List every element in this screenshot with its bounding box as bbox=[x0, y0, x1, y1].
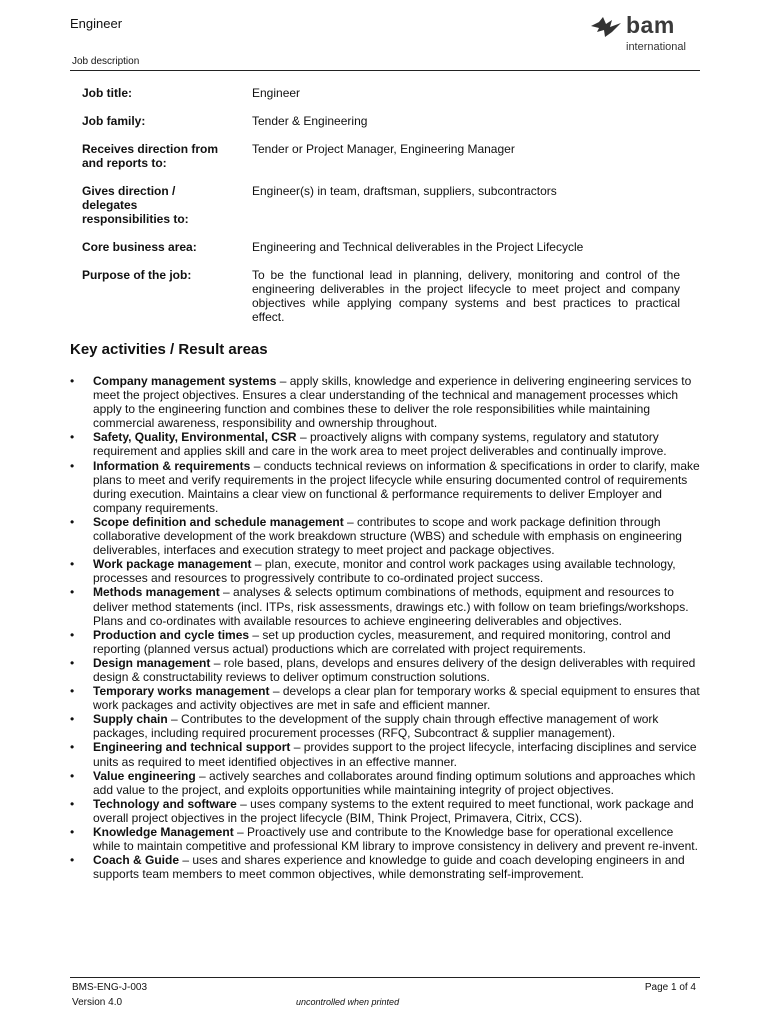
activity-text: – uses company systems to the extent required to meet functional, work package and overall project objectives in the project lifecycle (BIM, Think Project, Primavera, Citrix, CCS). bbox=[93, 796, 694, 825]
activity-text: – proactively aligns with company systems, regulatory and statutory requirement and applies skill and care in the work area to meet project deliverables and continually improve. bbox=[93, 430, 667, 459]
activity-title: Temporary works management bbox=[93, 684, 270, 699]
activity-title: Company management systems bbox=[93, 374, 277, 388]
bullet-icon: • bbox=[70, 627, 75, 642]
job-row-core-area bbox=[82, 240, 692, 268]
bullet-icon: • bbox=[70, 458, 75, 473]
activity-item bbox=[70, 430, 700, 458]
job-row-delegates bbox=[82, 184, 692, 240]
section-heading: Key activities / Result areas bbox=[70, 341, 268, 358]
job-info-table bbox=[82, 86, 692, 324]
page-number: Page 1 of 4 bbox=[644, 982, 696, 993]
activity-text: – Contributes to the development of the supply chain through effective management of work packages, including required procurement processes (RFQ, Subcontract & supplier management). bbox=[93, 712, 659, 741]
activity-item bbox=[70, 459, 700, 515]
activity-item bbox=[70, 628, 700, 656]
activity-item bbox=[70, 684, 700, 712]
bullet-icon: • bbox=[70, 585, 75, 600]
document-version: Version 4.0 bbox=[72, 997, 123, 1008]
activity-title: Scope definition and schedule management bbox=[93, 514, 344, 529]
activity-text: – apply skills, knowledge and experience in delivering engineering services to meet the project objectives. Ensures a clear understanding of the technical and management processes which apply to the engineering function and combines these to deliver the role responsibilities while maintaining commercial awareness, responsibility and ownership throughout. bbox=[93, 374, 692, 431]
print-note: uncontrolled when printed bbox=[296, 997, 400, 1007]
job-row-purpose bbox=[82, 268, 692, 324]
job-value: Tender & Engineering bbox=[252, 114, 368, 128]
logo-wordmark: bam bbox=[626, 12, 675, 38]
bullet-icon: • bbox=[70, 796, 75, 811]
activity-title: Knowledge Management bbox=[93, 825, 234, 839]
activity-title: Work package management bbox=[93, 557, 252, 572]
activity-text: – set up production cycles, measurement, and required monitoring, control and reporting (planned versus actual) productions which are correlated with project requirements. bbox=[93, 627, 671, 656]
activity-text: – conducts technical reviews on information & specifications in order to clarify, make plans to meet and verify requirements in the project lifecycle while ensuring documented control of requirements during execution. Maintains a clear view on functional & performance requirements to deliver Employer and company requirements. bbox=[93, 458, 700, 515]
bullet-icon: • bbox=[70, 557, 75, 572]
job-label: Purpose of the job: bbox=[82, 268, 192, 282]
activity-title: Information & requirements bbox=[93, 458, 251, 473]
job-row-family bbox=[82, 114, 692, 142]
activity-title: Value engineering bbox=[93, 768, 196, 783]
job-value: Engineering and Technical deliverables in the Project Lifecycle bbox=[252, 240, 584, 254]
activity-title: Technology and software bbox=[93, 796, 237, 811]
bullet-icon: • bbox=[70, 853, 75, 868]
activity-item bbox=[70, 656, 700, 684]
bullet-icon: • bbox=[70, 684, 75, 699]
activity-item bbox=[70, 740, 700, 768]
activity-item bbox=[70, 585, 700, 627]
document-title: Engineer bbox=[70, 16, 123, 31]
bullet-icon: • bbox=[70, 430, 75, 445]
document-subtitle: Job description bbox=[72, 56, 140, 67]
activity-title: Coach & Guide bbox=[93, 853, 180, 868]
header-divider bbox=[70, 70, 700, 71]
bullet-icon: • bbox=[70, 825, 75, 839]
logo-tagline: international bbox=[626, 41, 686, 53]
activity-item bbox=[70, 769, 700, 797]
job-row-title bbox=[82, 86, 692, 114]
job-label: Job title: bbox=[82, 86, 132, 100]
job-value: Tender or Project Manager, Engineering Manager bbox=[252, 142, 515, 156]
activity-text: – uses and shares experience and knowledge to guide and coach developing engineers in and supports team members to meet common objectives, while demonstrating self-improvement. bbox=[93, 853, 685, 882]
activity-item bbox=[70, 557, 700, 585]
activity-text: – provides support to the project lifecycle, interfacing disciplines and service units as required to meet identified objectives in an effective manner. bbox=[93, 740, 697, 769]
job-label: Receives direction from and reports to: bbox=[82, 142, 219, 170]
bullet-icon: • bbox=[70, 374, 75, 388]
activity-title: Supply chain bbox=[93, 712, 168, 727]
activity-item bbox=[70, 515, 700, 557]
activities-list bbox=[70, 374, 700, 881]
job-label: Gives direction / delegates responsibilities to: bbox=[82, 184, 189, 226]
activity-item bbox=[70, 853, 700, 881]
activity-text: – actively searches and collaborates around finding optimum solutions and approaches which add value to the project, and exploits opportunities while maintaining integrity of project objectives. bbox=[93, 768, 696, 797]
activity-text: – develops a clear plan for temporary works & special equipment to ensures that work packages and activity objectives are met in safe and efficient manner. bbox=[93, 684, 700, 713]
activity-text: – role based, plans, develops and ensures delivery of the design deliverables with required design & constructability reviews to deliver optimum construction solutions. bbox=[93, 655, 696, 684]
bam-logo bbox=[590, 12, 702, 56]
activity-title: Engineering and technical support bbox=[93, 740, 291, 755]
activity-title: Safety, Quality, Environmental, CSR bbox=[93, 430, 297, 445]
bullet-icon: • bbox=[70, 655, 75, 670]
activity-text: – contributes to scope and work package definition through collaborative development of the work breakdown structure (WBS) and schedule with emphasis on engineering deliverables, interfaces and execution strategy to meet project and package objectives. bbox=[93, 514, 682, 558]
activity-title: Methods management bbox=[93, 585, 220, 600]
job-row-reports-to bbox=[82, 142, 692, 184]
bird-logo-icon bbox=[590, 16, 624, 38]
bullet-icon: • bbox=[70, 514, 75, 529]
bullet-icon: • bbox=[70, 740, 75, 755]
bullet-icon: • bbox=[70, 768, 75, 783]
activity-text: – Proactively use and contribute to the Knowledge base for operational excellence while to maintain competitive and professional KM library to improve consistency in delivery and prevent re-invent. bbox=[93, 825, 698, 854]
job-label: Job family: bbox=[82, 114, 146, 128]
activity-text: – analyses & selects optimum combinations of methods, equipment and resources to deliver method statements (incl. ITPs, risk assessments, drawings etc.) with follow on team briefings/workshops. Plans and co-ordinates with available resources to achieve engineering deliverables and objectives. bbox=[93, 585, 689, 628]
bullet-icon: • bbox=[70, 712, 75, 727]
activity-title: Design management bbox=[93, 655, 211, 670]
footer-divider bbox=[70, 977, 700, 978]
activity-item bbox=[70, 797, 700, 825]
job-value: Engineer(s) in team, draftsman, suppliers, subcontractors bbox=[252, 184, 557, 198]
activity-text: – plan, execute, monitor and control work packages using available technology, processes and resources to progressively contribute to co-ordinated project success. bbox=[93, 557, 676, 586]
job-value: To be the functional lead in planning, delivery, monitoring and control of the engineering deliverables in the project lifecycle to meet project and company objectives while applying company systems and best practices to practical effect. bbox=[252, 268, 680, 324]
activity-title: Production and cycle times bbox=[93, 627, 250, 642]
job-label: Core business area: bbox=[82, 240, 197, 254]
job-value: Engineer bbox=[252, 86, 301, 100]
activity-item bbox=[70, 825, 700, 853]
activity-item bbox=[70, 712, 700, 740]
activity-item bbox=[70, 374, 700, 430]
document-code: BMS-ENG-J-003 bbox=[72, 982, 148, 993]
